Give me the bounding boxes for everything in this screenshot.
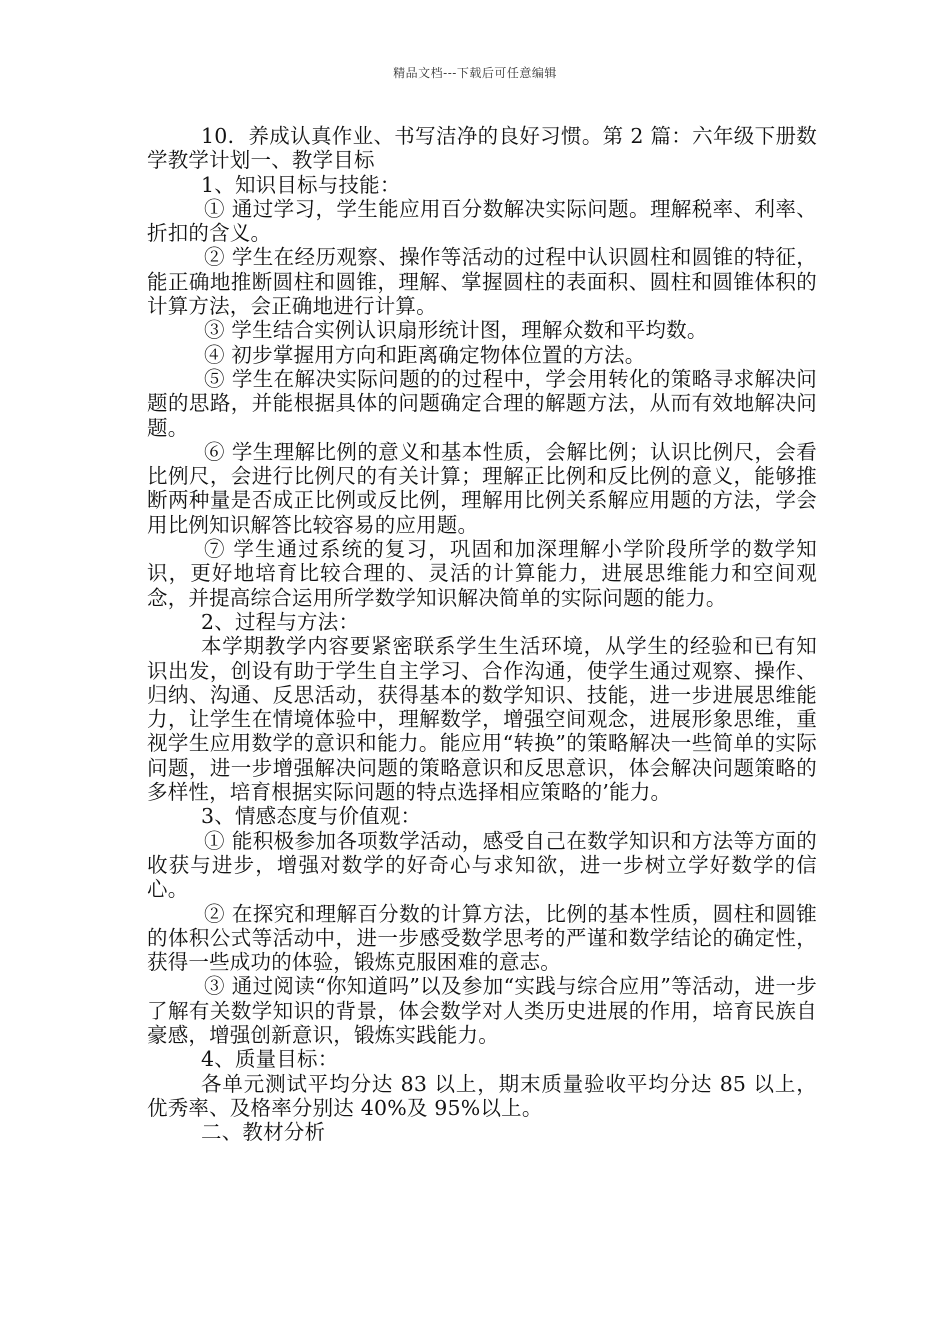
- section-heading: 二、教材分析: [201, 1120, 326, 1145]
- paragraph: ⑥ 学生理解比例的意义和基本性质，会解比例；认识比例尺，会看比例尺，会进行比例尺的有关计算；理解正比例和反比例的意义，能够推断两种量是否成正比例或反比例，理解用比例关系解应用题的方法，学会用比例知识解答比较容易的应用题。: [147, 439, 817, 537]
- paragraph: ① 通过学习，学生能应用百分数解决实际问题。理解税率、利率、折扣的含义。: [147, 196, 817, 246]
- paragraph: 本学期教学内容要紧密联系学生生活环境，从学生的经验和已有知识出发，创设有助于学生自主学习、合作沟通，使学生通过观察、操作、归纳、沟通、反思活动，获得基本的数学知识、技能，进一步进展思维能力，让学生在情境体验中，理解数学，增强空间观念，进展形象思维，重视学生应用数学的意识和能力。能应用“转换”的策略解决一些简单的实际问题，进一步增强解决问题的策略意识和反思意识，体会解决问题策略的多样性，培育根据实际问题的特点选择相应策略的’能力。: [147, 634, 817, 805]
- paragraph: ④ 初步掌握用方向和距离确定物体位置的方法。: [204, 342, 646, 367]
- section-heading: 4、质量目标：: [201, 1047, 339, 1072]
- paragraph: ① 能积极参加各项数学活动，感受自己在数学知识和方法等方面的收获与进步，增强对数学的好奇心与求知欲，进一步树立学好数学的信心。: [147, 828, 817, 902]
- paragraph: ③ 学生结合实例认识扇形统计图，理解众数和平均数。: [204, 318, 708, 343]
- paragraph: 10．养成认真作业、书写洁净的良好习惯。第 2 篇：六年级下册数学教学计划一、教学目标: [147, 124, 817, 173]
- document-body: [147, 124, 817, 1144]
- paragraph: ⑤ 学生在解决实际问题的的过程中，学会用转化的策略寻求解决问题的思路，并能根据具体的问题确定合理的解题方法，从而有效地解决问题。: [147, 366, 817, 440]
- section-heading: 1、知识目标与技能：: [201, 172, 401, 197]
- section-heading: 3、情感态度与价值观：: [201, 804, 422, 829]
- paragraph: ③ 通过阅读“你知道吗”以及参加“实践与综合应用”等活动，进一步了解有关数学知识的背景，体会数学对人类历史进展的作用，培育民族自豪感，增强创新意识，锻炼实践能力。: [147, 974, 817, 1047]
- page-header: 精品文档---下载后可任意编辑: [393, 66, 557, 80]
- paragraph: ② 在探究和理解百分数的计算方法，比例的基本性质，圆柱和圆锥的体积公式等活动中，进一步感受数学思考的严谨和数学结论的确定性，获得一些成功的体验，锻炼克服困难的意志。: [147, 901, 817, 975]
- paragraph: 各单元测试平均分达 83 以上，期末质量验收平均分达 85 以上，优秀率、及格率分别达 40%及 95%以上。: [147, 1071, 817, 1120]
- paragraph: ⑦ 学生通过系统的复习，巩固和加深理解小学阶段所学的数学知识，更好地培育比较合理的、灵活的计算能力，进展思维能力和空间观念，并提高综合运用所学数学知识解决简单的实际问题的能力。: [147, 537, 817, 610]
- section-heading: 2、过程与方法：: [201, 609, 360, 634]
- paragraph: ② 学生在经历观察、操作等活动的过程中认识圆柱和圆锥的特征，能正确地推断圆柱和圆锥，理解、掌握圆柱的表面积、圆柱和圆锥体积的计算方法，会正确地进行计算。: [147, 245, 817, 319]
